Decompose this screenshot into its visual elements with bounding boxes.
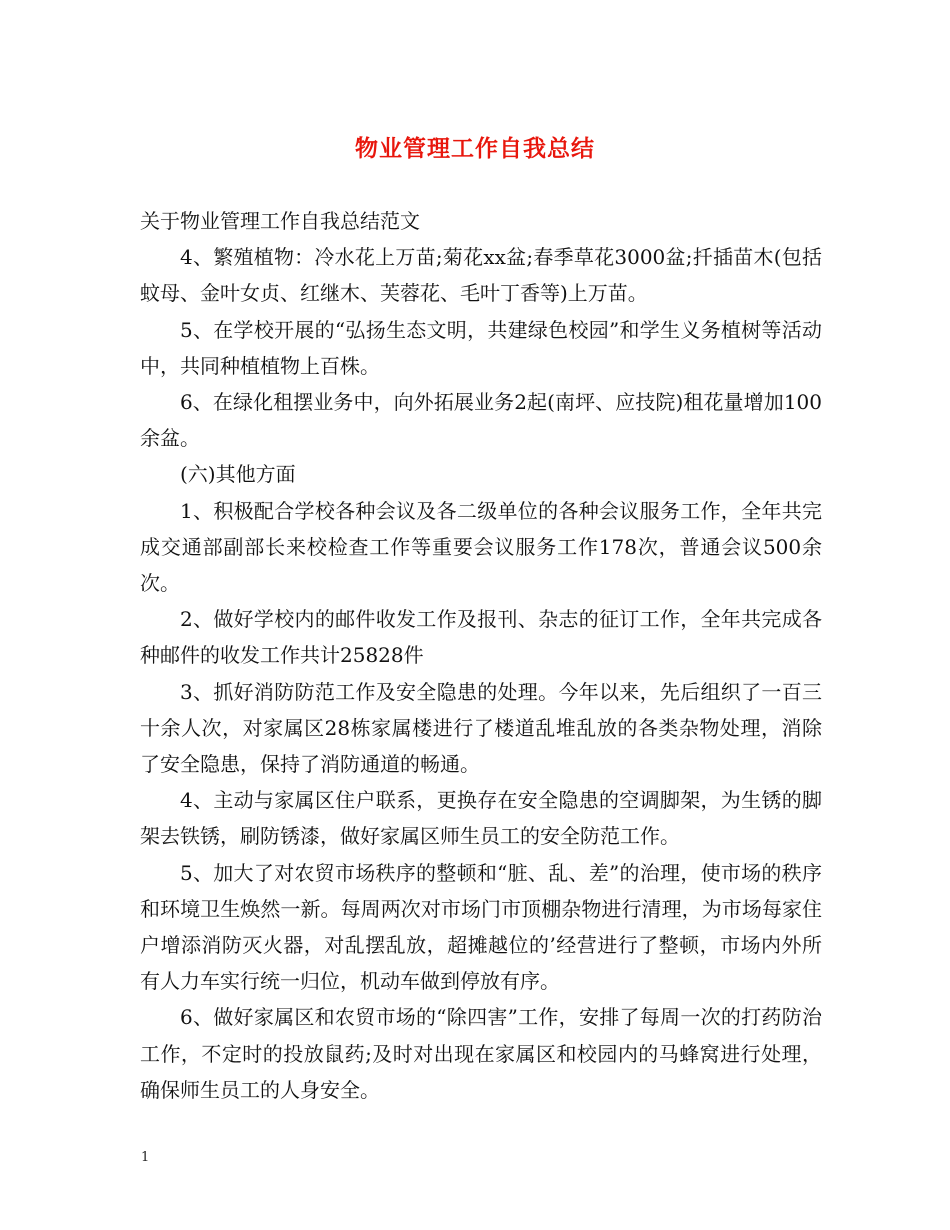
- document-title: 物业管理工作自我总结: [355, 135, 595, 162]
- document-body: [140, 203, 822, 1108]
- paragraph-mail-service: 2、做好学校内的邮件收发工作及报刊、杂志的征订工作，全年共完成各种邮件的收发工作共计25828件: [140, 607, 822, 668]
- intro-line: 关于物业管理工作自我总结范文: [140, 209, 420, 233]
- paragraph-meeting-service: 1、积极配合学校各种会议及各二级单位的各种会议服务工作，全年共完成交通部副部长来校检查工作等重要会议服务工作178次，普通会议500余次。: [140, 498, 822, 596]
- paragraph-campus-planting: 5、在学校开展的“弘扬生态文明，共建绿色校园”和学生义务植树等活动中，共同种植植物上百株。: [140, 317, 822, 378]
- paragraph-propagation: 4、繁殖植物：冷水花上万苗;菊花xx盆;春季草花3000盆;扦插苗木(包括蚊母、金叶女贞、红继木、芙蓉花、毛叶丁香等)上万苗。: [140, 245, 822, 306]
- paragraph-ac-brackets: 4、主动与家属区住户联系，更换存在安全隐患的空调脚架，为生锈的脚架去铁锈，刷防锈漆，做好家属区师生员工的安全防范工作。: [140, 788, 822, 849]
- paragraph-pest-control: 6、做好家属区和农贸市场的“除四害”工作，安排了每周一次的打药防治工作，不定时的投放鼠药;及时对出现在家属区和校园内的马蜂窝进行处理，确保师生员工的人身安全。: [140, 1005, 822, 1102]
- paragraph-market-order: 5、加大了对农贸市场秩序的整顿和“脏、乱、差”的治理，使市场的秩序和环境卫生焕然一新。每周两次对市场门市顶棚杂物进行清理，为市场每家住户增添消防灭火器，对乱摆乱放，超摊越位的’经营进行了整顿，市场内外所有人力车实行统一归位，机动车做到停放有序。: [140, 860, 822, 994]
- page-number: 1: [141, 1150, 150, 1165]
- section-heading-other: (六)其他方面: [180, 462, 296, 487]
- paragraph-fire-safety: 3、抓好消防防范工作及安全隐患的处理。今年以来，先后组织了一百三十余人次，对家属区28栋家属楼进行了楼道乱堆乱放的各类杂物处理，消除了安全隐患，保持了消防通道的畅通。: [140, 679, 822, 777]
- paragraph-flower-rental: 6、在绿化租摆业务中，向外拓展业务2起(南坪、应技院)租花量增加100余盆。: [140, 390, 822, 451]
